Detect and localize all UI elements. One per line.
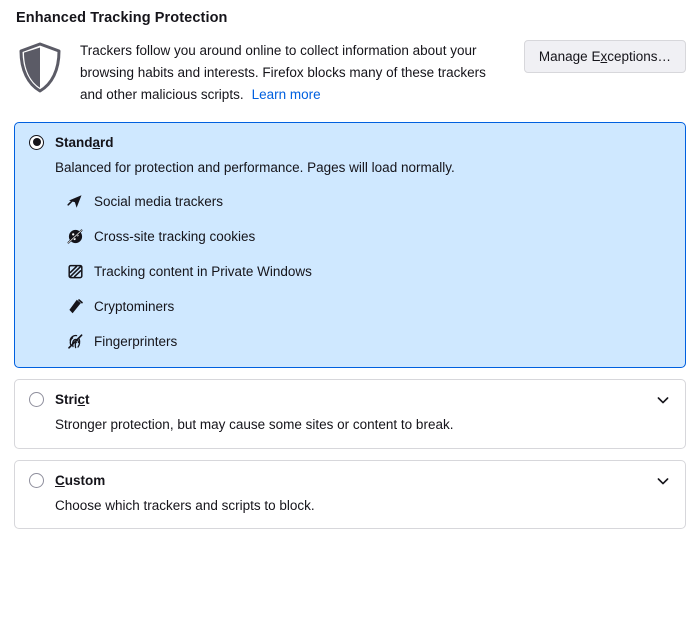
option-strict[interactable] — [14, 379, 686, 449]
social-media-trackers-icon — [67, 193, 84, 210]
tracker-label: Social media trackers — [94, 194, 224, 210]
option-standard-header[interactable] — [29, 135, 671, 150]
option-custom[interactable] — [14, 460, 686, 530]
option-strict-label-pre: Stri — [55, 392, 78, 408]
private-window-tracking-icon — [67, 263, 84, 280]
tracker-label: Cryptominers — [94, 299, 175, 315]
intro-row — [14, 38, 686, 106]
option-standard-accesskey: a — [92, 134, 101, 150]
radio-strict[interactable] — [29, 392, 44, 407]
radio-standard[interactable] — [29, 135, 44, 150]
tracker-item-cryptominers — [67, 298, 671, 315]
tracker-item-private-window-tracking — [67, 263, 671, 280]
intro-description-text: Trackers follow you around online to collect information about your browsing habits and interests. Firefox blocks many of these trackers and other malicious scripts. — [80, 43, 486, 102]
tracker-label: Cross-site tracking cookies — [94, 229, 256, 245]
learn-more-link[interactable]: Learn more — [251, 86, 321, 102]
cross-site-cookies-icon — [67, 228, 84, 245]
page-title: Enhanced Tracking Protection — [16, 10, 228, 26]
shield-icon-wrapper — [14, 38, 66, 97]
tracker-label: Fingerprinters — [94, 334, 178, 350]
option-strict-accesskey: c — [77, 392, 86, 408]
intro-description — [80, 38, 500, 106]
option-standard-label[interactable] — [55, 135, 114, 150]
chevron-down-icon[interactable] — [656, 474, 670, 488]
option-standard-description: Balanced for protection and performance. Pages will load normally. — [55, 159, 455, 175]
option-strict-label-post: t — [85, 392, 90, 408]
manage-exceptions-accesskey: x — [600, 49, 608, 64]
option-standard-label-post: rd — [100, 134, 114, 150]
standard-tracker-list — [67, 193, 671, 350]
manage-exceptions-label-post: ceptions… — [607, 49, 671, 64]
option-custom-label[interactable] — [55, 473, 105, 488]
option-custom-description: Choose which trackers and scripts to block. — [55, 497, 315, 513]
option-strict-header[interactable] — [29, 392, 671, 407]
option-custom-header[interactable] — [29, 473, 671, 488]
fingerprinters-icon — [67, 333, 84, 350]
tracker-item-social-media — [67, 193, 671, 210]
option-custom-accesskey: C — [55, 472, 65, 488]
option-strict-description: Stronger protection, but may cause some sites or content to break. — [55, 417, 454, 433]
radio-custom[interactable] — [29, 473, 44, 488]
chevron-down-icon[interactable] — [656, 393, 670, 407]
option-standard-label-pre: Stand — [55, 134, 93, 150]
option-standard[interactable] — [14, 122, 686, 369]
shield-icon — [18, 42, 62, 97]
manage-exceptions-button[interactable] — [524, 40, 686, 73]
tracker-item-cross-site-cookies — [67, 228, 671, 245]
cryptominers-icon — [67, 298, 84, 315]
manage-exceptions-label-pre: Manage E — [538, 49, 601, 64]
tracker-label: Tracking content in Private Windows — [94, 264, 312, 280]
option-custom-label-post: ustom — [64, 472, 106, 488]
option-strict-label[interactable] — [55, 392, 90, 407]
tracker-item-fingerprinters — [67, 333, 671, 350]
